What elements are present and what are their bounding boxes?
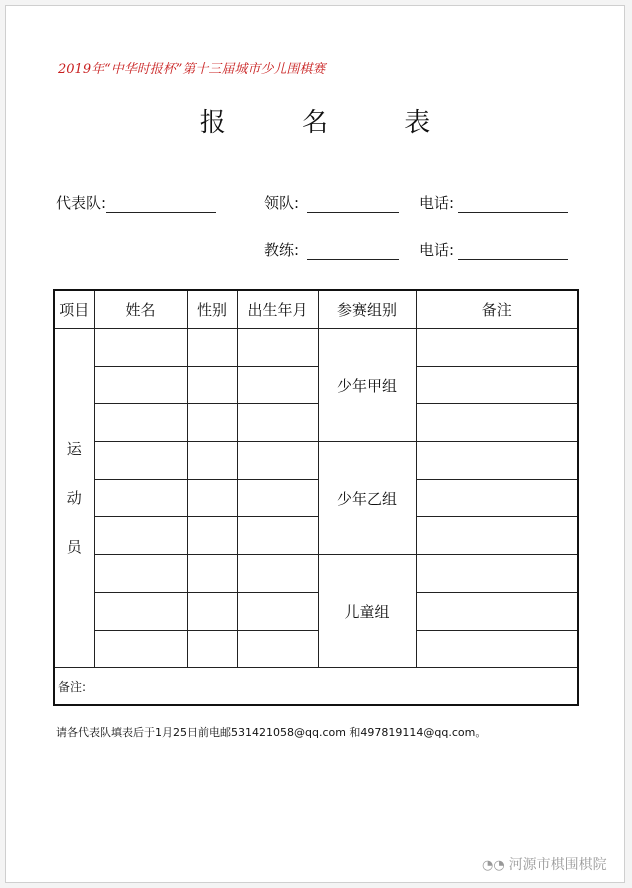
table-row [54,404,578,442]
submission-instruction: 请各代表队填表后于1月25日前电邮531421058@qq.com 和497819114@qq.com。 [56,726,487,739]
category-char: 员 [66,537,82,556]
phone-input-line-1[interactable] [458,196,568,213]
note-cell[interactable] [54,668,578,706]
name-cell[interactable] [94,592,187,630]
birth-cell[interactable] [237,630,318,668]
name-cell[interactable] [94,442,187,480]
phone-input-line-2[interactable] [458,243,568,260]
name-cell[interactable] [94,479,187,517]
table-row [54,329,578,367]
gender-cell[interactable] [187,555,237,593]
birth-cell[interactable] [237,517,318,555]
name-cell[interactable] [94,555,187,593]
birth-cell[interactable] [237,366,318,404]
coach-field [264,239,399,260]
leader-field [264,192,399,213]
name-cell[interactable] [94,630,187,668]
birth-cell[interactable] [237,404,318,442]
birth-cell[interactable] [237,442,318,480]
remarks-cell[interactable] [416,442,578,480]
wechat-icon: ◔◔ [482,858,505,873]
header-birth: 出生年月 [237,290,318,329]
remarks-cell[interactable] [416,479,578,517]
gender-cell[interactable] [187,442,237,480]
note-label: 备注: [58,679,87,694]
event-title: 2019年“中华时报杯”第十三届城市少儿围棋赛 [58,62,326,77]
title-char: 名 [301,108,328,138]
table-row [54,517,578,555]
phone-label-1: 电话: [419,194,455,212]
registration-table [53,289,579,706]
category-char: 动 [66,488,82,507]
table-row [54,630,578,668]
name-cell[interactable] [94,404,187,442]
coach-input-line[interactable] [307,243,399,260]
phone-label-2: 电话: [419,241,455,259]
gender-cell[interactable] [187,329,237,367]
header-name: 姓名 [94,290,187,329]
remarks-cell[interactable] [416,366,578,404]
team-input-line[interactable] [106,196,216,213]
page-title [6,102,624,139]
birth-cell[interactable] [237,592,318,630]
gender-cell[interactable] [187,517,237,555]
table-note-row [54,668,578,706]
watermark [482,854,607,874]
name-cell[interactable] [94,517,187,555]
title-char: 表 [404,108,431,138]
birth-cell[interactable] [237,329,318,367]
phone-field-2 [419,239,568,260]
header-project: 项目 [54,290,94,329]
gender-cell[interactable] [187,630,237,668]
team-label: 代表队: [56,194,107,212]
table-row [54,479,578,517]
remarks-cell[interactable] [416,592,578,630]
watermark-text: 河源市棋围棋院 [508,857,607,873]
title-char: 报 [199,108,226,138]
birth-cell[interactable] [237,479,318,517]
remarks-cell[interactable] [416,329,578,367]
name-cell[interactable] [94,366,187,404]
athlete-category-cell [54,329,94,668]
remarks-cell[interactable] [416,630,578,668]
birth-cell[interactable] [237,555,318,593]
group-cell: 少年乙组 [318,442,416,555]
table-header-row [54,290,578,329]
table-row [54,592,578,630]
remarks-cell[interactable] [416,555,578,593]
remarks-cell[interactable] [416,404,578,442]
gender-cell[interactable] [187,404,237,442]
coach-label: 教练: [264,241,300,259]
category-char: 运 [66,439,82,458]
team-field [56,192,216,213]
leader-input-line[interactable] [307,196,399,213]
gender-cell[interactable] [187,592,237,630]
table-row [54,555,578,593]
name-cell[interactable] [94,329,187,367]
phone-field-1 [419,192,568,213]
table-row [54,442,578,480]
group-cell: 少年甲组 [318,329,416,442]
document-page [5,5,625,883]
header-remarks: 备注 [416,290,578,329]
gender-cell[interactable] [187,366,237,404]
table-row [54,366,578,404]
header-group: 参赛组别 [318,290,416,329]
remarks-cell[interactable] [416,517,578,555]
header-gender: 性别 [187,290,237,329]
leader-label: 领队: [264,194,300,212]
group-cell: 儿童组 [318,555,416,668]
gender-cell[interactable] [187,479,237,517]
